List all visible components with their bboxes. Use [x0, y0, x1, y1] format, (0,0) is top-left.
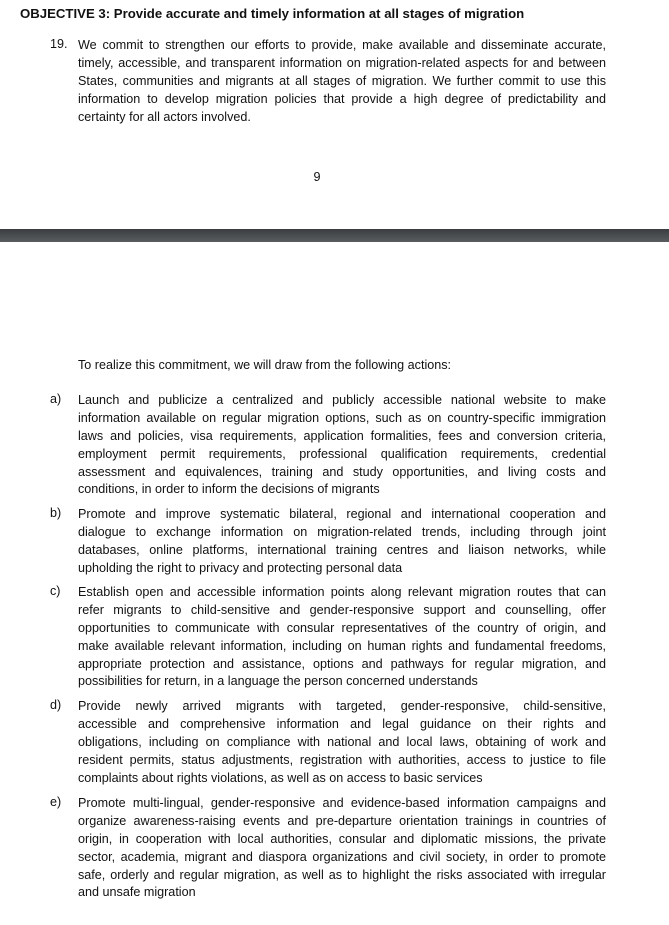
text-line: complaints about rights violations, as well as on access to basic services [78, 770, 483, 785]
text-line: assessment and equivalences, training and study opportunities, and living costs and [78, 464, 606, 479]
text-line: origin, in cooperation with local authorities, consular and diplomatic missions, the private [78, 831, 606, 846]
text-line: certainty for all actors involved. [78, 109, 251, 124]
page-divider [0, 229, 669, 242]
text-line: resident permits, status adjustments, registration with authorities, access to justice to file [78, 752, 606, 767]
action-item [20, 392, 606, 499]
text-line: timely, accessible, and transparent information on migration-related aspects for and between [78, 55, 606, 70]
text-line: laws and policies, visa requirements, application formalities, fees and conversion criteria, [78, 428, 606, 443]
action-label: b) [50, 506, 62, 520]
text-line: conditions, in order to inform the decisions of migrants [78, 482, 380, 497]
action-item [20, 698, 606, 787]
text-line: accessible and comprehensive information and legal guidance on their rights and [78, 716, 606, 731]
text-line: Promote multi-lingual, gender-responsive and evidence-based information campaigns and [78, 796, 606, 810]
text-line: and unsafe migration [78, 885, 196, 900]
text-line: obligations, including on compliance with national and local laws, obtaining of work and [78, 734, 606, 749]
text-line: organize awareness-raising events and pre-departure orientation trainings in countries of [78, 813, 606, 828]
text-line: Launch and publicize a centralized and publicly accessible national website to make [78, 393, 606, 407]
text-line: databases, online platforms, international training centres and liaison networks, while [78, 542, 606, 557]
text-line: dialogue to exchange information on migration-related trends, including through joint [78, 524, 606, 539]
text-line: upholding the right to privacy and protecting personal data [78, 560, 403, 575]
text-line: Provide newly arrived migrants with targeted, gender-responsive, child-sensitive, [78, 699, 606, 713]
intro-text: To realize this commitment, we will draw from the following actions: [78, 358, 452, 372]
action-item [20, 584, 606, 691]
text-line: information available on regular migration options, such as on country-specific immigration [78, 410, 606, 425]
text-line: refer migrants to child-sensitive and gender-responsive support and counselling, offer [78, 602, 606, 617]
action-label: e) [50, 795, 62, 809]
text-line: make available relevant information, including on human rights and fundamental freedoms, [78, 638, 606, 653]
text-line: possibilities for return, in a language the person concerned understands [78, 674, 478, 689]
action-label: d) [50, 698, 62, 712]
text-line: Promote and improve systematic bilateral, regional and international cooperation and [78, 507, 606, 521]
paragraph-number: 19. [50, 37, 68, 51]
paragraph-19 [20, 37, 606, 126]
action-label: c) [50, 584, 61, 598]
text-line: appropriate protection and assistance, options and pathways for regular migration, and [78, 656, 606, 671]
text-line: States, communities and migrants at all stages of migration. We further commit to use this [78, 73, 606, 88]
action-item [20, 795, 606, 902]
objective-heading: OBJECTIVE 3: Provide accurate and timely information at all stages of migration [20, 6, 525, 21]
text-line: sector, academia, migrant and diaspora organizations and civil society, in order to promote [78, 849, 606, 864]
text-line: employment permit requirements, professional qualification requirements, credential [78, 446, 606, 461]
text-line: information to develop migration policies that provide a high degree of predictability and [78, 91, 606, 106]
text-line: We commit to strengthen our efforts to provide, make available and disseminate accurate, [78, 38, 606, 52]
text-line: safe, orderly and regular migration, as well as to highlight the risks associated with irregular [78, 867, 606, 882]
text-line: opportunities to communicate with consular representatives of the country of origin, and [78, 620, 606, 635]
action-label: a) [50, 392, 62, 406]
action-item [20, 506, 606, 578]
text-line: Establish open and accessible information points along relevant migration routes that can [78, 585, 606, 599]
page-number: 9 [313, 170, 321, 184]
